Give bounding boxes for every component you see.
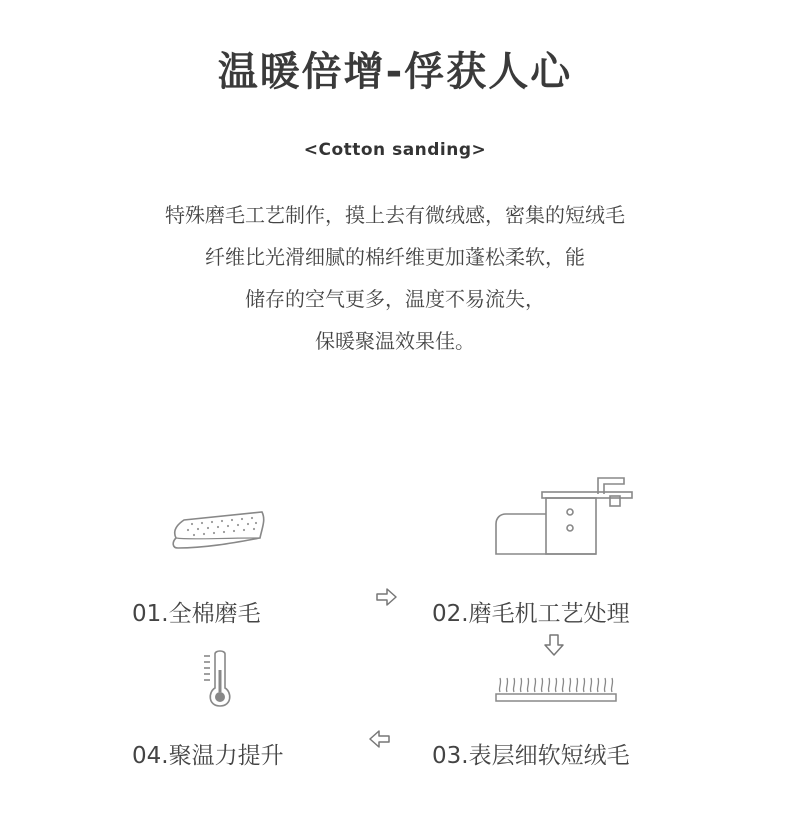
description-line: 保暖聚温效果佳。 (315, 329, 475, 353)
arrow-left-icon (368, 730, 390, 748)
arrow-down-icon (544, 634, 564, 656)
description-line: 储存的空气更多，温度不易流失， (245, 287, 545, 311)
arrow-right-icon (376, 588, 398, 606)
description-line: 特殊磨毛工艺制作，摸上去有微绒感，密集的短绒毛 (165, 203, 625, 227)
description (0, 194, 790, 362)
step-4-label: 04.聚温力提升 (132, 743, 284, 769)
description-line: 纤维比光滑细腻的棉纤维更加蓬松柔软，能 (205, 245, 585, 269)
page-title: 温暖倍增-俘获人心 (217, 49, 573, 95)
page-subtitle: <Cotton sanding> (303, 140, 487, 160)
fabric-icon (168, 508, 268, 552)
machine-icon (494, 474, 634, 556)
thermometer-icon (198, 648, 238, 710)
step-2-label: 02.磨毛机工艺处理 (432, 601, 630, 627)
step-1-label: 01.全棉磨毛 (132, 601, 261, 627)
fleece-icon (494, 674, 618, 704)
step-3-label: 03.表层细软短绒毛 (432, 743, 630, 769)
